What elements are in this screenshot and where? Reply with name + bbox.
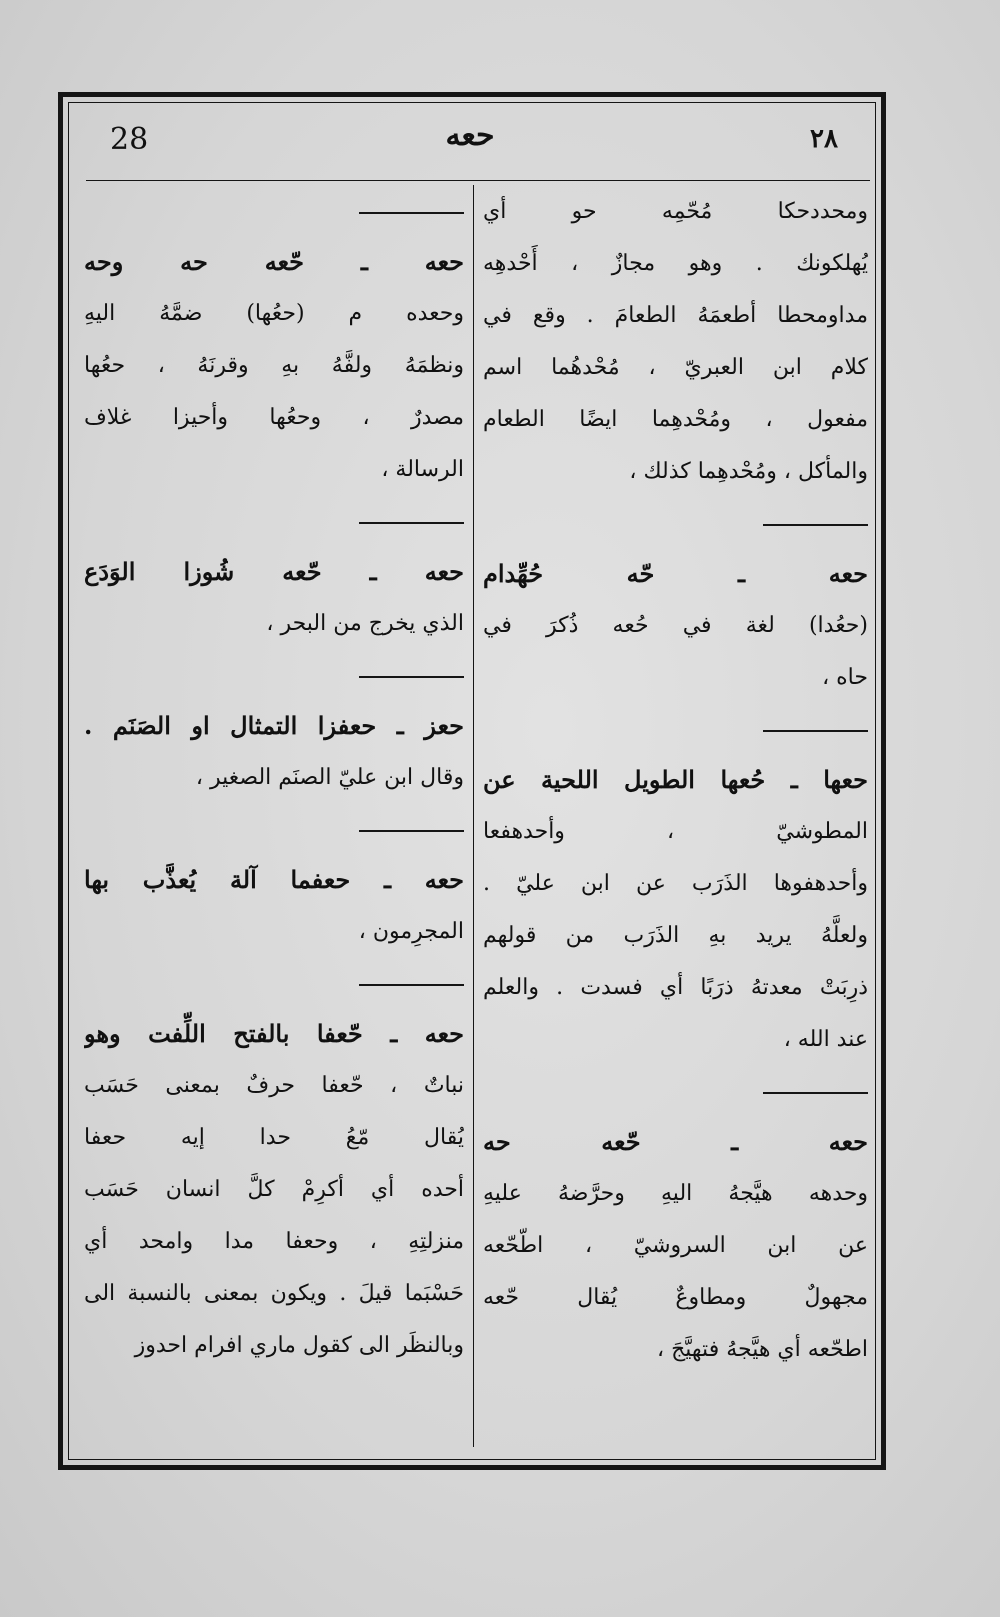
text-line: المطوشيّ ، وأحدهفعا bbox=[483, 819, 868, 844]
entry-headword-line: حعه ـ حّعه حه bbox=[483, 1127, 868, 1156]
text-line: مجهولٌ ومطاوعٌ يُقال حّعه bbox=[483, 1285, 868, 1310]
entry-headword-line: حعه ـ حعفما آلة يُعذَّب بها bbox=[84, 865, 464, 894]
text-line: مفعول ، ومُحْدهِما ايضًا الطعام bbox=[483, 407, 868, 432]
entry-headword-line: حعها ـ حُعها الطويل اللحية عن bbox=[483, 765, 868, 794]
text-line: الذي يخرج من البحر ، bbox=[266, 611, 464, 636]
text-line: مصدرٌ ، وحعُها وأحيزا غلاف bbox=[84, 405, 464, 430]
entry-separator-rule bbox=[483, 704, 868, 754]
entry-separator-rule bbox=[84, 804, 464, 854]
right-column bbox=[483, 186, 868, 1376]
text-line: نباتٌ ، حّعفا حرفٌ بمعنى حَسَب bbox=[84, 1073, 464, 1098]
entry-separator-rule bbox=[483, 1066, 868, 1116]
text-line: ونظمَهُ ولفَّهُ بهِ وقرنَهُ ، حعُها bbox=[84, 353, 464, 378]
text-line: اطحّعه أي هيَّجهُ فتهيَّجَ ، bbox=[656, 1337, 868, 1362]
entry-separator-rule bbox=[483, 498, 868, 548]
text-line: وحدهه هيَّجهُ اليهِ وحرَّضهُ عليهِ bbox=[483, 1181, 868, 1206]
text-line: الرسالة ، bbox=[381, 457, 464, 482]
running-head: حعه bbox=[445, 118, 495, 153]
entry-headword-line: حعه ـ حّه حُهِّدام bbox=[483, 559, 868, 588]
text-line: يُقال مّعُ حدا إيه حعفا bbox=[84, 1125, 464, 1150]
entry-headword-line: حعه ـ حّعه شُوزا الوَدَع bbox=[84, 557, 464, 586]
text-line: حَسْبَما قيلَ . ويكون بمعنى بالنسبة الى bbox=[84, 1281, 464, 1306]
entry-separator-rule bbox=[84, 496, 464, 546]
page-number-latin: 28 bbox=[110, 122, 149, 157]
text-line: حاه ، bbox=[822, 665, 868, 690]
entry-separator-rule bbox=[84, 958, 464, 1008]
text-line: أحده أي أكرِمْ كلَّ انسان حَسَب bbox=[84, 1177, 464, 1202]
text-line: ولعلَّهُ يريد بهِ الذَرَب من قولهم bbox=[483, 923, 868, 948]
text-line: عن ابن السروشيّ ، اطّحّعه bbox=[483, 1233, 868, 1258]
text-line: والمأكل ، ومُحْدهِما كذلك ، bbox=[629, 459, 868, 484]
text-line: المجرِمون ، bbox=[358, 919, 464, 944]
header-rule bbox=[86, 180, 870, 181]
text-line: عند الله ، bbox=[783, 1027, 868, 1052]
text-line: وأحدهفوها الذَرَب عن ابن عليّ . bbox=[483, 871, 868, 896]
text-line: وبالنظَر الى كقول ماري افرام احدوز bbox=[134, 1333, 464, 1358]
text-line: ذرِبَتْ معدتهُ ذرَبًا أي فسدت . والعلم bbox=[483, 975, 868, 1000]
left-column bbox=[84, 186, 464, 1372]
entry-headword-line: حعز ـ حعفزا التمثال او الصَنَم . bbox=[84, 711, 464, 740]
entry-headword-line: حعه ـ حّعفا بالفتح اللِّفت وهو bbox=[84, 1019, 464, 1048]
text-line: منزلتِهِ ، وحعفا مدا وامحد أي bbox=[84, 1229, 464, 1254]
text-line: مداومحطا أطعمَهُ الطعامَ . وقع في bbox=[483, 303, 868, 328]
text-line: ومحددحكا مُحّمِه حو أي bbox=[483, 199, 868, 224]
text-line: وحعده م (حعُها) ضمَّهُ اليهِ bbox=[84, 301, 464, 326]
entry-headword-line: حعه ـ حّعه حه وحه bbox=[84, 247, 464, 276]
entry-separator-rule bbox=[84, 650, 464, 700]
column-divider bbox=[473, 185, 474, 1447]
text-line: (حعُدا) لغة في حُعه ذُكرَ في bbox=[483, 613, 868, 638]
text-line: يُهلكونك . وهو مجازٌ ، أَحْدهِه bbox=[483, 251, 868, 276]
text-line: كلام ابن العبريّ ، مُحْدهُما اسم bbox=[483, 355, 868, 380]
page-number-arabic: ٢٨ bbox=[810, 124, 838, 154]
text-line: وقال ابن عليّ الصنَم الصغير ، bbox=[195, 765, 464, 790]
entry-separator-rule bbox=[84, 186, 464, 236]
